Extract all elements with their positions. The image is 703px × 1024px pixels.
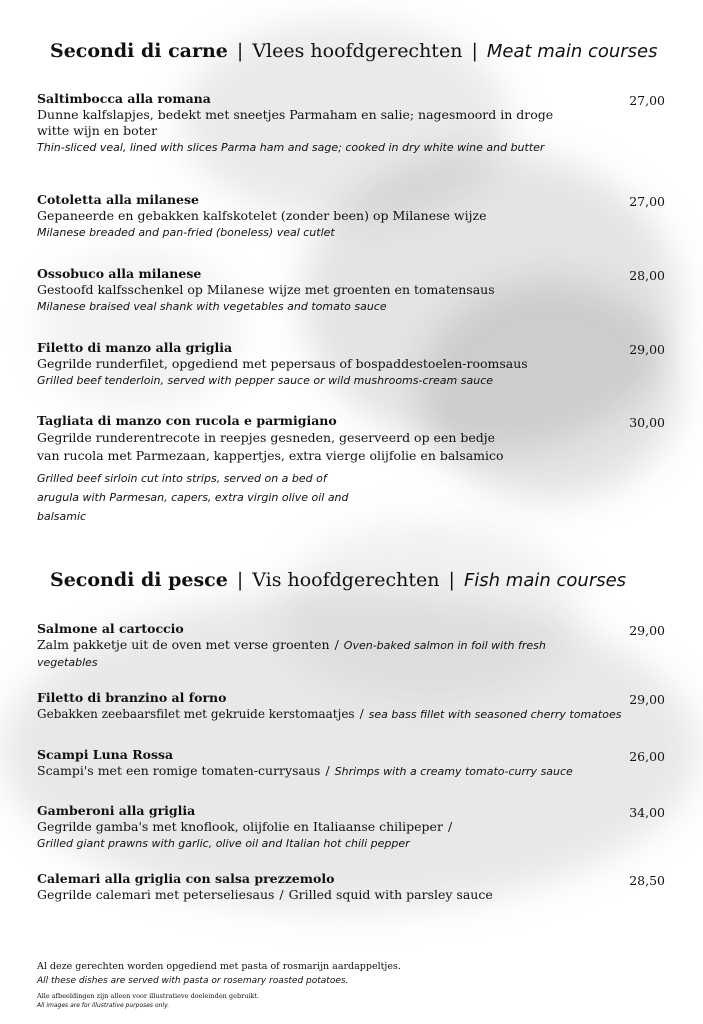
dish-name: Calemari alla griglia con salsa prezzemolo bbox=[37, 871, 335, 886]
dish-description-dutch: Gestoofd kalfsschenkel op Milanese wijze met groenten en tomatensaus bbox=[37, 282, 495, 297]
dish-name: Tagliata di manzo con rucola e parmigiano bbox=[37, 413, 337, 428]
menu-item bbox=[37, 266, 665, 315]
dish-description-english: sea bass fillet with seasoned cherry tomatoes bbox=[368, 708, 622, 721]
language-divider: / bbox=[334, 637, 339, 652]
dish-price: 30,00 bbox=[629, 415, 665, 430]
dish-description bbox=[37, 887, 632, 903]
meat-title-dutch: Vlees hoofdgerechten bbox=[252, 40, 463, 62]
dish-description bbox=[37, 819, 632, 835]
title-separator: | bbox=[448, 569, 455, 591]
dish-description-english: Grilled beef tenderloin, served with pepper sauce or wild mushrooms-cream sauce bbox=[37, 374, 494, 387]
dish-name: Ossobuco alla milanese bbox=[37, 266, 202, 281]
menu-item bbox=[37, 747, 665, 780]
dish-description bbox=[37, 706, 632, 723]
dish-description-dutch: Zalm pakketje uit de oven met verse groenten bbox=[37, 637, 330, 652]
dish-description-english: Thin-sliced veal, lined with slices Parma ham and sage; cooked in dry white wine and butter bbox=[37, 141, 545, 154]
disclaimer-english: All images are for illustrative purposes only. bbox=[37, 1002, 170, 1009]
fish-title-english: Fish main courses bbox=[463, 570, 627, 591]
dish-name: Filetto di manzo alla griglia bbox=[37, 340, 233, 355]
menu-item bbox=[37, 413, 665, 526]
dish-description-english: Oven-baked salmon in foil with fresh vegetables bbox=[37, 639, 546, 669]
dish-name: Salmone al cartoccio bbox=[37, 621, 184, 636]
menu-item bbox=[37, 340, 665, 389]
dish-price: 29,00 bbox=[629, 692, 665, 707]
footer-note-english: All these dishes are served with pasta or rosemary roasted potatoes. bbox=[37, 976, 349, 986]
dish-name: Filetto di branzino al forno bbox=[37, 690, 227, 705]
menu-item bbox=[37, 803, 665, 852]
dish-description-dutch: Gegrilde calemari met peterseliesaus bbox=[37, 887, 275, 902]
dish-name: Gamberoni alla griglia bbox=[37, 803, 196, 818]
dish-description-dutch: Gegrilde runderentrecote in reepjes gesneden, geserveerd op een bedje van rucola met Parmezaan, kappertjes, extra vierge olijfolie en balsamico bbox=[37, 430, 504, 463]
menu-item bbox=[37, 690, 665, 723]
dish-description-english: Milanese breaded and pan-fried (boneless) veal cutlet bbox=[37, 226, 335, 239]
dish-description-dutch: Gepaneerde en gebakken kalfskotelet (zonder been) op Milanese wijze bbox=[37, 208, 487, 223]
menu-item bbox=[37, 192, 665, 241]
dish-description-dutch: Dunne kalfslapjes, bedekt met sneetjes Parmaham en salie; nagesmoord in droge witte wijn en boter bbox=[37, 107, 554, 138]
title-separator: | bbox=[236, 40, 244, 62]
dish-price: 27,00 bbox=[629, 93, 665, 108]
language-divider: / bbox=[447, 819, 453, 834]
dish-description bbox=[37, 637, 557, 671]
dish-description-english: Grilled beef sirloin cut into strips, served on a bed of arugula with Parmesan, capers, extra virgin olive oil and balsamic bbox=[37, 472, 349, 523]
fish-title-dutch: Vis hoofdgerechten bbox=[252, 569, 440, 591]
dish-price: 29,00 bbox=[629, 342, 665, 357]
language-divider: / bbox=[359, 707, 364, 721]
title-separator: | bbox=[236, 569, 244, 591]
dish-price: 28,00 bbox=[629, 268, 665, 283]
language-divider: / bbox=[279, 887, 284, 902]
dish-description-english: Milanese braised veal shank with vegetables and tomato sauce bbox=[37, 300, 387, 313]
dish-description-english: Grilled squid with parsley sauce bbox=[288, 887, 493, 902]
dish-description-dutch: Scampi's met een romige tomaten-currysaus bbox=[37, 763, 321, 778]
dish-price: 27,00 bbox=[629, 194, 665, 209]
meat-title-english: Meat main courses bbox=[486, 41, 658, 62]
dish-description-english: Grilled giant prawns with garlic, olive oil and Italian hot chili pepper bbox=[37, 837, 410, 850]
menu-item bbox=[37, 91, 665, 156]
dish-description-english: Shrimps with a creamy tomato-curry sauce bbox=[334, 765, 573, 778]
menu-item bbox=[37, 871, 665, 903]
disclaimer-dutch: Alle afbeeldingen zijn alleen voor illustratieve doeleinden gebruikt. bbox=[37, 992, 260, 1000]
menu-footer bbox=[37, 960, 401, 1010]
menu-item bbox=[37, 621, 665, 671]
dish-price: 26,00 bbox=[629, 749, 665, 764]
meat-title-italian: Secondi di carne bbox=[50, 40, 228, 62]
title-separator: | bbox=[471, 40, 478, 62]
dish-description-dutch: Gegrilde gamba's met knoflook, olijfolie en Italiaanse chilipeper bbox=[37, 819, 443, 834]
dish-description-dutch: Gebakken zeebaarsfilet met gekruide kerstomaatjes bbox=[37, 707, 355, 721]
meat-section-title bbox=[50, 40, 658, 62]
dish-price: 28,50 bbox=[629, 873, 665, 888]
footer-note-dutch: Al deze gerechten worden opgediend met pasta of rosmarijn aardappeltjes. bbox=[37, 961, 401, 972]
dish-price: 34,00 bbox=[629, 805, 665, 820]
dish-description-dutch: Gegrilde runderfilet, opgediend met pepersaus of bospaddestoelen-roomsaus bbox=[37, 356, 528, 371]
dish-description bbox=[37, 763, 632, 780]
dish-name: Scampi Luna Rossa bbox=[37, 747, 174, 762]
dish-name: Cotoletta alla milanese bbox=[37, 192, 199, 207]
fish-title-italian: Secondi di pesce bbox=[50, 569, 228, 591]
fish-section-title bbox=[50, 569, 626, 591]
language-divider: / bbox=[325, 763, 330, 778]
dish-name: Saltimbocca alla romana bbox=[37, 91, 211, 106]
dish-price: 29,00 bbox=[629, 623, 665, 638]
